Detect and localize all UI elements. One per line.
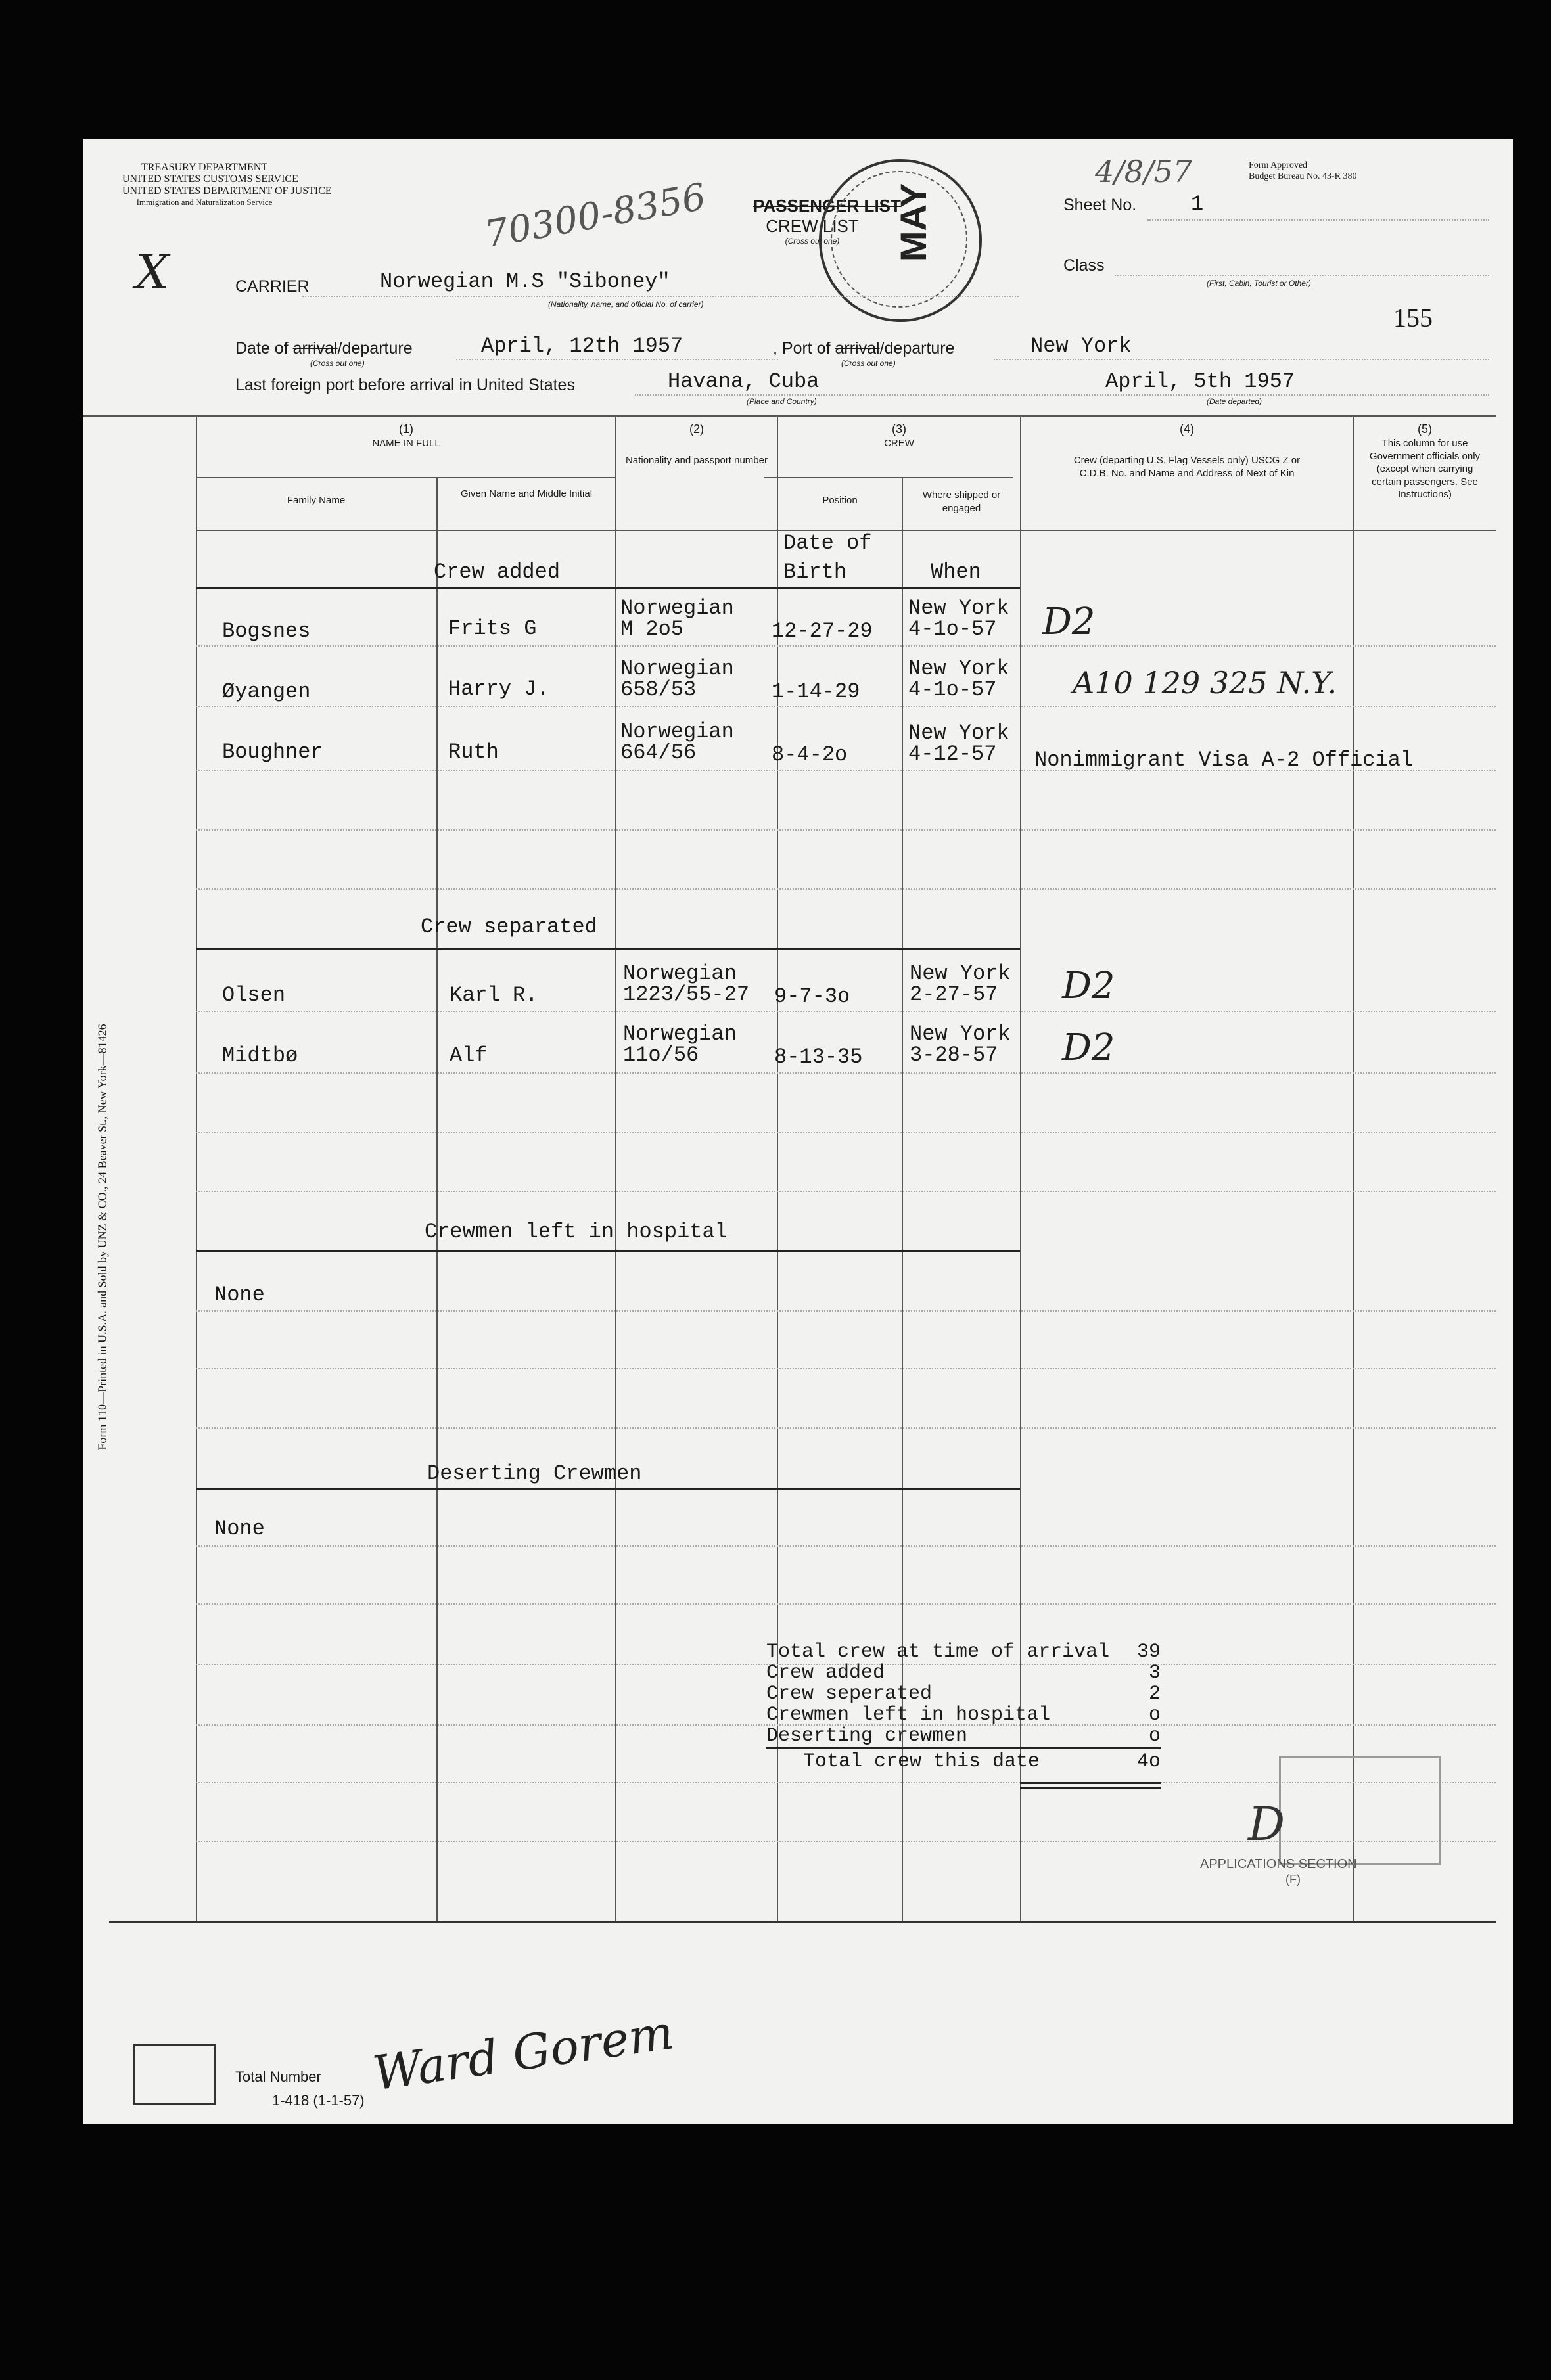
last-port-hint: (Place and Country) [747, 397, 817, 406]
given-name: Karl R. [450, 983, 538, 1007]
approval-line: Form Approved [1249, 160, 1308, 170]
row-line [196, 1132, 1496, 1133]
where-place: New York [908, 596, 1009, 620]
dept-line: Immigration and Naturalization Service [136, 197, 273, 207]
summary-value: 2 [1148, 1683, 1161, 1705]
sheet-label: Sheet No. [1063, 196, 1137, 214]
handwritten-note: D2 [1062, 965, 1115, 1007]
carrier-hint: (Nationality, name, and official No. of carrier) [548, 300, 704, 309]
row-line [196, 1072, 1496, 1074]
col2-header [616, 422, 777, 467]
deserting-none: None [214, 1517, 265, 1541]
family-header: Family Name [287, 495, 346, 506]
carrier-label: CARRIER [235, 277, 310, 296]
where-date: 2-27-57 [910, 982, 998, 1007]
port-label-struck: arrival [835, 339, 880, 357]
crew-subrule [764, 477, 1013, 478]
last-port-label: Last foreign port before arrival in United States [235, 376, 575, 394]
total-number-label: Total Number [235, 2069, 321, 2085]
summary-row [766, 1641, 1161, 1662]
nationality [620, 598, 734, 640]
passport-number: M 2o5 [620, 617, 684, 641]
section-rule [196, 1250, 1020, 1252]
last-port-value: Havana, Cuba [668, 369, 820, 394]
date-label-prefix: Date of [235, 339, 293, 357]
section-title-separated: Crew separated [421, 915, 597, 939]
where-shipped [908, 658, 1009, 700]
nationality-line: Norwegian [623, 1022, 737, 1046]
last-port-line [635, 394, 1489, 396]
col3-header [778, 422, 1020, 450]
col3-number: (3) [892, 423, 906, 436]
row-line [196, 829, 1496, 831]
row-line [196, 1011, 1496, 1012]
summary-total-label: Total crew this date [803, 1751, 1040, 1773]
where-date: 4-1o-57 [908, 617, 997, 641]
given-name: Alf [450, 1043, 488, 1068]
row-line [196, 645, 1496, 647]
port-label [773, 339, 955, 358]
carrier-value: Norwegian M.S "Siboney" [380, 269, 670, 294]
date-of-birth: 12-27-29 [772, 619, 873, 643]
total-underline [1020, 1787, 1161, 1789]
sheet-line [1147, 219, 1489, 221]
handwritten-note: D2 [1042, 601, 1096, 643]
stamp-sub: (F) [1285, 1873, 1301, 1886]
nationality [623, 963, 749, 1005]
row-line [196, 1191, 1496, 1192]
row-line [196, 1368, 1496, 1369]
date-of-birth: 8-4-2o [772, 743, 848, 767]
title-note: (Cross out one) [785, 237, 840, 246]
summary-label: Crewmen left in hospital [766, 1704, 1051, 1726]
col5-number: (5) [1418, 423, 1432, 436]
summary-block [766, 1641, 1161, 1772]
form-approved [1249, 160, 1356, 183]
handwritten-date: 4/8/57 [1095, 154, 1193, 189]
nationality-line: Norwegian [623, 961, 737, 986]
handwritten-note: A10 129 325 N.Y. [1073, 665, 1337, 700]
col2-title: Nationality and passport number [626, 455, 768, 467]
summary-label: Crew added [766, 1662, 885, 1684]
section-rule [196, 948, 1020, 950]
date-stamp [819, 159, 982, 322]
stamp-number: 155 [1393, 303, 1433, 332]
summary-value: 39 [1136, 1641, 1161, 1663]
where-place: New York [908, 656, 1009, 681]
col4-header [1021, 422, 1353, 480]
where-place: New York [908, 721, 1009, 745]
nationality-line: Norwegian [620, 720, 734, 744]
summary-total-value: 4o [1136, 1751, 1161, 1773]
position-header: Position [822, 495, 858, 506]
received-stamp [1248, 1756, 1441, 1865]
summary-row [766, 1726, 1161, 1749]
row-line [196, 706, 1496, 707]
col-rule [196, 415, 197, 1921]
date-of-birth: 1-14-29 [772, 679, 860, 704]
department-block [122, 162, 332, 208]
family-name: Midtbø [222, 1043, 298, 1068]
passenger-list-title: PASSENGER LIST [753, 196, 901, 216]
section-rule [196, 1488, 1020, 1490]
given-name: Ruth [448, 740, 499, 764]
port-hint: (Cross out one) [841, 359, 896, 368]
col4-number: (4) [1180, 423, 1194, 436]
nationality-line: Norwegian [620, 596, 734, 620]
table-top-rule [83, 415, 1496, 417]
summary-row [766, 1662, 1161, 1683]
date-of-birth: 9-7-3o [774, 984, 850, 1009]
document-page [83, 139, 1513, 2124]
col5-title: This column for use Government officials only (except when carrying certain passengers. See Instructions) [1369, 438, 1481, 501]
where-shipped [908, 598, 1009, 640]
date-hint: (Cross out one) [310, 359, 365, 368]
summary-label: Total crew at time of arrival [766, 1641, 1110, 1663]
port-label-suffix: /departure [879, 339, 955, 357]
summary-total-row [803, 1751, 1161, 1772]
col-rule [615, 415, 616, 1921]
hospital-none: None [214, 1283, 265, 1307]
row-line [196, 1603, 1496, 1605]
nationality [620, 721, 734, 764]
given-name: Frits G [448, 616, 537, 641]
nationality [623, 1024, 737, 1066]
row-line [196, 888, 1496, 890]
visa-note: Nonimmigrant Visa A-2 Official [1034, 748, 1414, 772]
when-header: When [931, 560, 981, 584]
where-place: New York [910, 961, 1011, 986]
family-name: Boughner [222, 740, 323, 764]
passport-number: 658/53 [620, 677, 697, 702]
signature: Ward Gorem [369, 2004, 677, 2101]
where-shipped [910, 963, 1011, 1005]
class-line [1115, 275, 1489, 276]
family-name: Øyangen [222, 679, 311, 704]
total-number-box [133, 2044, 216, 2105]
date-stamp-text: MAY [892, 183, 935, 262]
row-line [196, 1545, 1496, 1547]
handwritten-initial: D [1248, 1797, 1285, 1851]
dept-line: TREASURY DEPARTMENT [141, 162, 268, 173]
dob-header-1: Date of [783, 531, 872, 555]
handwritten-number: 70300-8356 [481, 175, 709, 256]
dept-line: UNITED STATES CUSTOMS SERVICE [122, 173, 298, 185]
family-name: Olsen [222, 983, 286, 1007]
nationality [620, 658, 734, 700]
passport-number: 11o/56 [623, 1043, 699, 1067]
row-line [196, 1310, 1496, 1312]
port-value: New York [1030, 334, 1132, 358]
crew-list-title: CREW LIST [766, 216, 859, 236]
col4-title: Crew (departing U.S. Flag Vessels only) USCG Z or C.D.B. No. and Name and Address of Next of Kin [1073, 455, 1301, 479]
carrier-line [302, 296, 1019, 297]
col-rule [1353, 415, 1354, 1921]
dob-header-2: Birth [783, 560, 847, 584]
row-line [196, 770, 1496, 771]
col3-title: CREW [884, 438, 914, 449]
stamp-text: APPLICATIONS SECTION [1200, 1857, 1357, 1871]
section-rule [196, 587, 1020, 589]
summary-row [766, 1683, 1161, 1705]
passport-number: 664/56 [620, 741, 697, 765]
name-subrule [196, 477, 616, 478]
section-title-added: Crew added [434, 560, 561, 584]
where-date: 4-12-57 [908, 742, 997, 766]
approval-line: Budget Bureau No. 43-R 380 [1249, 171, 1357, 181]
family-name: Bogsnes [222, 619, 311, 643]
form-code: 1-418 (1-1-57) [272, 2092, 365, 2109]
where-place: New York [910, 1022, 1011, 1046]
port-label-prefix: , Port of [773, 339, 835, 357]
summary-value: 3 [1148, 1662, 1161, 1684]
col2-number: (2) [689, 423, 704, 436]
passport-number: 1223/55-27 [623, 982, 750, 1007]
date-of-birth: 8-13-35 [774, 1045, 863, 1069]
nationality-line: Norwegian [620, 656, 734, 681]
departed-value: April, 5th 1957 [1105, 369, 1295, 394]
summary-label: Crew seperated [766, 1683, 933, 1705]
side-text: Form 110—Printed in U.S.A. and Sold by UNZ & CO., 24 Beaver St., New York—81426 [95, 1024, 109, 1450]
where-date: 4-1o-57 [908, 677, 997, 702]
where-shipped [908, 723, 1009, 765]
date-label-struck: arrival [292, 339, 338, 357]
departed-hint: (Date departed) [1207, 397, 1262, 406]
col1-header [196, 422, 616, 450]
col1-title: NAME IN FULL [372, 438, 440, 449]
date-line [456, 359, 778, 360]
col5-header [1354, 422, 1496, 501]
where-date: 3-28-57 [910, 1043, 998, 1067]
summary-row [766, 1705, 1161, 1726]
class-label: Class [1063, 256, 1105, 275]
section-title-hospital: Crewmen left in hospital [425, 1220, 728, 1244]
date-value: April, 12th 1957 [481, 334, 683, 358]
table-bottom-rule [109, 1921, 1496, 1923]
dept-line: UNITED STATES DEPARTMENT OF JUSTICE [122, 185, 332, 196]
date-label [235, 339, 413, 358]
col1-number: (1) [399, 423, 413, 436]
date-label-suffix: /departure [337, 339, 413, 357]
sheet-number: 1 [1191, 192, 1204, 216]
given-header: Given Name and Middle Initial [460, 488, 593, 499]
where-shipped [910, 1024, 1011, 1066]
handwritten-note: D2 [1062, 1026, 1115, 1069]
summary-label: Deserting crewmen [766, 1725, 968, 1747]
class-hint: (First, Cabin, Tourist or Other) [1207, 279, 1311, 288]
section-title-deserting: Deserting Crewmen [427, 1461, 642, 1486]
summary-value: o [1148, 1704, 1161, 1726]
total-underline [1020, 1782, 1161, 1784]
row-line [196, 1427, 1496, 1429]
port-line [994, 359, 1489, 360]
summary-value: o [1148, 1725, 1161, 1747]
handwritten-x: X [135, 244, 170, 300]
col-rule [436, 477, 438, 1921]
shipped-header: Where shipped or engaged [922, 490, 1001, 514]
given-name: Harry J. [448, 677, 549, 701]
